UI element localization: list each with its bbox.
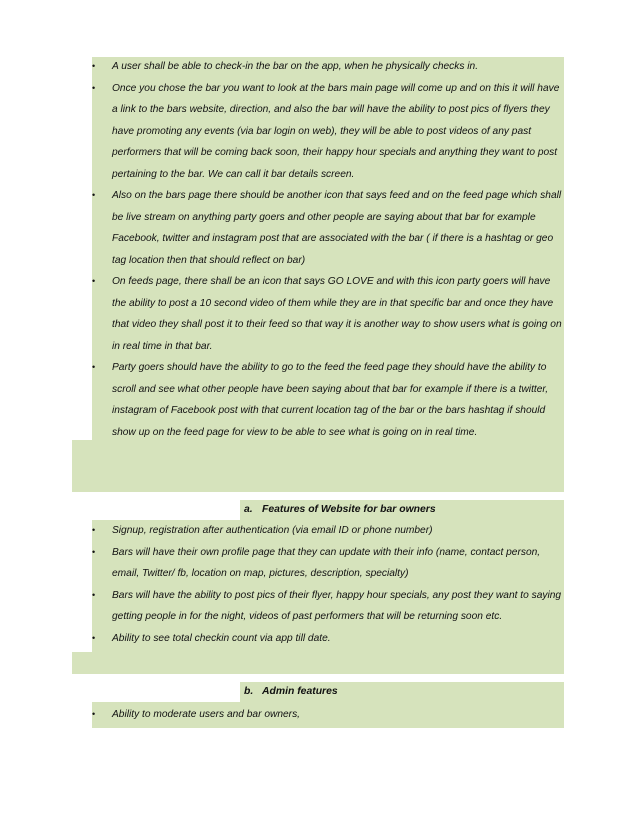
bullet-icon: • bbox=[92, 61, 96, 71]
owner-features-list bbox=[92, 520, 564, 649]
owners-section-number: a. bbox=[244, 504, 253, 515]
admin-section-title: Admin features bbox=[262, 686, 338, 697]
bullet-icon: • bbox=[92, 190, 96, 200]
bullet-icon: • bbox=[92, 546, 96, 557]
bullet-icon: • bbox=[92, 82, 96, 93]
app-features-list bbox=[92, 56, 564, 443]
bullet-icon: • bbox=[92, 709, 96, 719]
list-item: • Ability to see total checkin count via app till date. bbox=[92, 628, 564, 650]
list-item: • Signup, registration after authentication (via email ID or phone number) bbox=[92, 520, 564, 542]
highlight-block-app-tail bbox=[72, 440, 564, 492]
admin-section-number: b. bbox=[244, 686, 254, 697]
list-item: • Also on the bars page there should be another icon that says feed and on the feed page which shall be live stream on anything party goers and other people are saying about that bar for example Facebook, twitter and instagram post that are associated with the bar ( if there is a hashtag or geo tag location then that should reflect on bar) bbox=[92, 185, 564, 271]
list-item: • Bars will have the ability to post pics of their flyer, happy hour specials, any post they want to saying getting people in for the night, videos of past performers that will be returning soon etc. bbox=[92, 585, 564, 628]
list-item: • Bars will have their own profile page that they can update with their info (name, contact person, email, Twitter/ fb, location on map, pictures, description, specialty) bbox=[92, 542, 564, 585]
list-item: • A user shall be able to check-in the bar on the app, when he physically checks in. bbox=[92, 56, 564, 78]
admin-features-list bbox=[92, 704, 564, 726]
list-item: • Ability to moderate users and bar owners, bbox=[92, 704, 564, 726]
list-item: • Once you chose the bar you want to look at the bars main page will come up and on this it will have a link to the bars website, direction, and also the bar will have the ability to post pics of flyers they have promoting any events (via bar login on web), they will be able to post videos of any past performers that will be coming back soon, their happy hour specials and anything they want to post pertaining to the bar. We can call it bar details screen. bbox=[92, 78, 564, 186]
bullet-icon: • bbox=[92, 632, 96, 643]
owners-section-heading bbox=[244, 500, 436, 520]
bullet-icon: • bbox=[92, 276, 96, 286]
bullet-icon: • bbox=[92, 525, 96, 535]
list-item: • On feeds page, there shall be an icon that says GO LOVE and with this icon party goers will have the ability to post a 10 second video of them while they are in that specific bar and once they have that video they shall post it to their feed so that way it is another way to show users what is going on in real time in that bar. bbox=[92, 271, 564, 357]
admin-section-heading bbox=[244, 682, 338, 702]
bullet-icon: • bbox=[92, 362, 96, 372]
owners-section-title: Features of Website for bar owners bbox=[262, 504, 436, 515]
list-item: • Party goers should have the ability to go to the feed the feed page they should have the ability to scroll and see what other people have been saying about that bar for example if there is a twitter, instagram of Facebook post with that current location tag of the bar or the bars hashtag if should show up on the feed page for view to be able to see what is going on in real time. bbox=[92, 357, 564, 443]
bullet-icon: • bbox=[92, 589, 96, 600]
highlight-block-owners-tail bbox=[72, 652, 564, 674]
